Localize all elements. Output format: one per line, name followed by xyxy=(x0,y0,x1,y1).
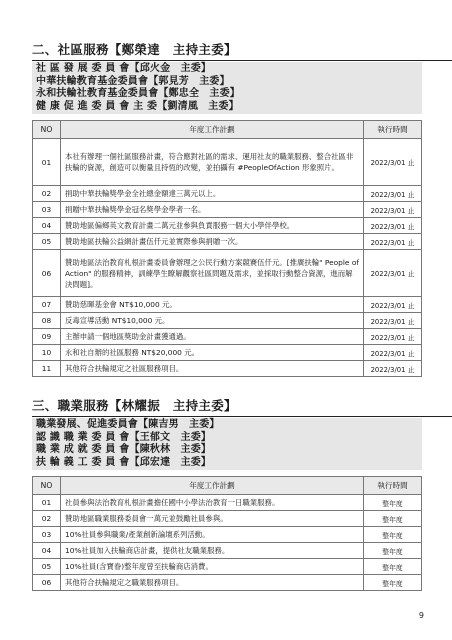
row-plan: 捐助中華扶輪獎學金全社總金額達三萬元以上。 xyxy=(61,186,364,202)
table-row xyxy=(33,250,422,297)
row-time: 2022/3/01 止 xyxy=(364,186,422,202)
header-plan: 年度工作計劃 xyxy=(61,477,364,495)
row-plan: 主辦申請一個地區獎助金計畫獲通過。 xyxy=(61,329,364,345)
row-plan: 10%社員加入扶輪商店計畫，提供社友職業服務。 xyxy=(61,543,364,559)
row-time: 2022/3/01 止 xyxy=(364,234,422,250)
row-time: 整年度 xyxy=(364,575,422,591)
row-time: 2022/3/01 止 xyxy=(364,313,422,329)
row-time: 2022/3/01 止 xyxy=(364,250,422,297)
header-plan: 年度工作計劃 xyxy=(61,121,364,139)
table-row xyxy=(33,495,422,511)
row-plan: 贊助地區法治教育札根計畫委員會辦理之公民行動方案競賽伍仟元。[推廣扶輪" People of Action" 的服務精神，訓練學生瞭解觀察社區問題及需求，並採取行動整合資源，進而解決問題]。 xyxy=(61,250,364,297)
committee-line: 永和扶輪社教育基金委員會【鄭忠全 主委】 xyxy=(36,88,240,99)
committee-line: 中華扶輪教育基金委員會【郭見芳 主委】 xyxy=(36,75,230,87)
row-no: 02 xyxy=(33,186,61,202)
committee-line: 扶 輪 義 工 委 員 會【邱宏達 主委】 xyxy=(36,456,212,468)
committee-list-community xyxy=(32,62,422,114)
table-row xyxy=(33,575,422,591)
table-row xyxy=(33,186,422,202)
row-no: 03 xyxy=(33,527,61,543)
table-row xyxy=(33,361,422,377)
row-no: 09 xyxy=(33,329,61,345)
table-header-row xyxy=(33,121,422,139)
table-row xyxy=(33,329,422,345)
row-plan: 其他符合扶輪規定之社區服務項目。 xyxy=(61,361,364,377)
row-time: 整年度 xyxy=(364,495,422,511)
row-time: 2022/3/01 止 xyxy=(364,329,422,345)
row-time: 整年度 xyxy=(364,527,422,543)
row-no: 02 xyxy=(33,511,61,527)
committee-line: 職業發展、促進委員會【陳吉男 主委】 xyxy=(36,419,220,430)
row-no: 01 xyxy=(33,139,61,186)
table-row xyxy=(33,202,422,218)
header-no: NO xyxy=(33,477,61,495)
row-plan: 贊助地區扶輪公益網計畫伍仟元並實際參與捐贈一次。 xyxy=(61,234,364,250)
row-no: 08 xyxy=(33,313,61,329)
row-no: 06 xyxy=(33,250,61,297)
header-time: 執行時間 xyxy=(364,477,422,495)
row-plan: 10%社員參與職業/產業創新論壇系列活動。 xyxy=(61,527,364,543)
section-title-community: 二、社區服務【鄭榮達 主持主委】 xyxy=(32,40,237,58)
committee-list-vocational xyxy=(32,418,422,470)
committee-line: 認 識 職 業 委 員 會【王郁文 主委】 xyxy=(36,431,212,443)
table-row xyxy=(33,313,422,329)
header-time: 執行時間 xyxy=(364,121,422,139)
row-no: 04 xyxy=(33,543,61,559)
table-row xyxy=(33,234,422,250)
row-no: 06 xyxy=(33,575,61,591)
row-time: 整年度 xyxy=(364,559,422,575)
row-plan: 永和社自辦的社區服務 NT$20,000 元。 xyxy=(61,345,364,361)
row-plan: 反毒宣導活動 NT$10,000 元。 xyxy=(61,313,364,329)
table-row xyxy=(33,139,422,186)
table-header-row xyxy=(33,477,422,495)
row-plan: 贊助地區偏鄉英文教育計畫二萬元並參與負責服務一個大小學伴學校。 xyxy=(61,218,364,234)
row-time: 2022/3/01 止 xyxy=(364,139,422,186)
row-no: 03 xyxy=(33,202,61,218)
vocational-plan-table xyxy=(32,476,422,591)
row-time: 整年度 xyxy=(364,543,422,559)
table-row xyxy=(33,527,422,543)
table-row xyxy=(33,297,422,313)
row-time: 2022/3/01 止 xyxy=(364,361,422,377)
row-time: 2022/3/01 止 xyxy=(364,297,422,313)
committee-line: 健 康 促 進 委 員 會 主 委【劉清風 主委】 xyxy=(36,100,239,112)
row-plan: 捐贈中華扶輪獎學金冠名獎學金學者一名。 xyxy=(61,202,364,218)
row-plan: 贊助地區職業服務委員會一萬元並鼓勵社員參與。 xyxy=(61,511,364,527)
committee-line: 職 業 成 就 委 員 會【陳秋林 主委】 xyxy=(36,444,212,455)
row-time: 整年度 xyxy=(364,511,422,527)
header-no: NO xyxy=(33,121,61,139)
row-time: 2022/3/01 止 xyxy=(364,202,422,218)
section-title-vocational: 三、職業服務【林耀振 主持主委】 xyxy=(32,396,237,414)
table-row xyxy=(33,543,422,559)
row-time: 2022/3/01 止 xyxy=(364,218,422,234)
row-plan: 10%社員(含寶眷)整年度曾至扶輪商店消費。 xyxy=(61,559,364,575)
row-no: 01 xyxy=(33,495,61,511)
row-no: 04 xyxy=(33,218,61,234)
row-no: 10 xyxy=(33,345,61,361)
table-row xyxy=(33,218,422,234)
table-row xyxy=(33,511,422,527)
row-plan: 其他符合扶輪規定之職業服務項目。 xyxy=(61,575,364,591)
page-number: 9 xyxy=(418,611,424,620)
community-plan-table xyxy=(32,120,422,377)
table-row xyxy=(33,345,422,361)
row-plan: 社員參與法治教育札根計畫擔任國中小學法治教育一日職業服務。 xyxy=(61,495,364,511)
committee-line: 社 區 發 展 委 員 會【邱火金 主委】 xyxy=(36,63,212,74)
table-row xyxy=(33,559,422,575)
row-plan: 贊助慈暉基金會 NT$10,000 元。 xyxy=(61,297,364,313)
row-no: 11 xyxy=(33,361,61,377)
row-no: 05 xyxy=(33,234,61,250)
row-no: 05 xyxy=(33,559,61,575)
row-plan: 本社有辦理一個社區服務計畫，符合應對社區的需求、運用社友的職業服務、整合社區非扶輪的資源，創造可以衡量且持恆的改變，並拍攝有 #PeopleOfAction 形象照片。 xyxy=(61,139,364,186)
row-no: 07 xyxy=(33,297,61,313)
row-time: 2022/3/01 止 xyxy=(364,345,422,361)
